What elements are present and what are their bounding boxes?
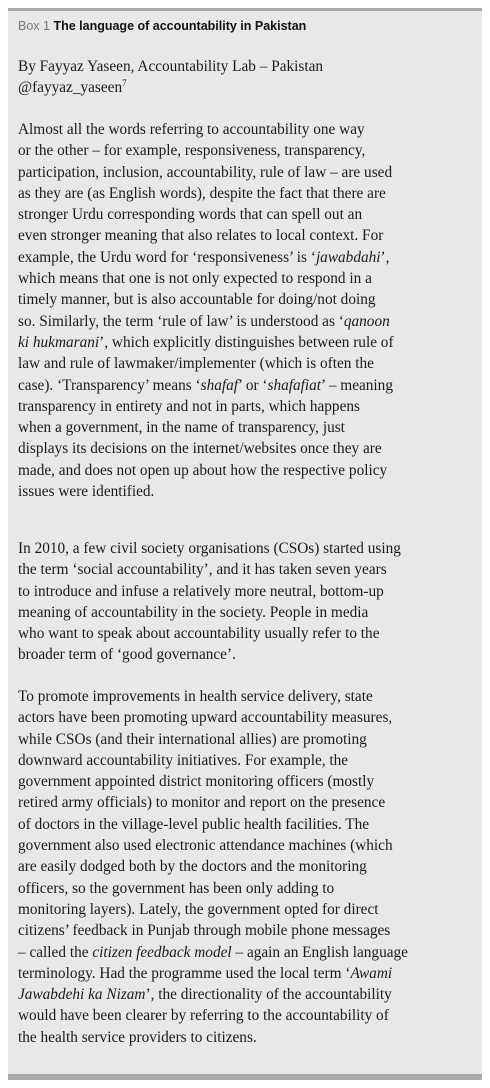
author-handle-line	[18, 77, 323, 98]
text-line: the term ‘social accountability’, and it has taken seven years	[18, 561, 387, 579]
italic-term: shafafiat	[267, 376, 322, 394]
text-line: ki hukmarani’, which explicitly distinguishes between rule of	[18, 333, 394, 351]
italic-term: Awami	[350, 964, 393, 982]
text-line: even stronger meaning that also relates to local context. For	[18, 227, 384, 245]
author-byline: By Fayyaz Yaseen, Accountability Lab – Pakistan	[18, 58, 324, 75]
author-block	[18, 56, 323, 99]
text-line: retired army officials) to monitor and report on the presence	[18, 794, 386, 812]
italic-term: shafaf	[200, 376, 239, 394]
text-line: government also used electronic attendance machines (which	[18, 837, 393, 855]
text-line: of doctors in the village-level public health facilities. The	[18, 815, 370, 833]
italic-term: ki hukmarani	[18, 333, 100, 351]
text-box	[8, 8, 482, 1080]
text-line: In 2010, a few civil society organisations (CSOs) started using	[18, 540, 401, 557]
text-line: Jawabdehi ka Nizam’, the directionality of the accountability	[18, 986, 392, 1004]
text-line: To promote improvements in health service delivery, state	[18, 688, 373, 705]
text-line: terminology. Had the programme used the local term ‘Awami	[18, 964, 393, 982]
text-line: displays its decisions on the internet/websites once they are	[18, 440, 382, 458]
paragraph-1	[18, 119, 394, 502]
text-line: while CSOs (and their international allies) are promoting	[18, 730, 367, 748]
footnote-marker: 7	[122, 78, 127, 89]
text-line: so. Similarly, the term ‘rule of law’ is understood as ‘qanoon	[18, 312, 390, 330]
text-line: transparency in entirety and not in parts, which happens	[18, 397, 360, 415]
text-line: which means that one is not only expected to respond in a	[18, 270, 372, 288]
paragraph-2	[18, 538, 401, 666]
text-line: made, and does not open up about how the respective policy	[18, 461, 388, 479]
text-line: officers, so the government has been only adding to	[18, 879, 335, 897]
text-line: government appointed district monitoring officers (mostly	[18, 773, 375, 791]
text-line: stronger Urdu corresponding words that can spell out an	[18, 206, 363, 224]
text-line: when a government, in the name of transparency, just	[18, 419, 345, 437]
author-handle: @fayyaz_yaseen	[18, 79, 123, 97]
text-line: or the other – for example, responsiveness, transparency,	[18, 142, 366, 160]
text-line: – called the citizen feedback model – again an English language	[18, 943, 408, 961]
text-line: to introduce and infuse a relatively more neutral, bottom-up	[18, 582, 384, 600]
text-line: as they are (as English words), despite the fact that there are	[18, 184, 386, 202]
text-line: meaning of accountability in the society. People in media	[18, 603, 369, 621]
box-header	[18, 18, 472, 34]
text-line: Almost all the words referring to accountability one way	[18, 121, 365, 138]
italic-term: jawabdahi	[315, 248, 381, 266]
box-title: The language of accountability in Pakistan	[53, 19, 307, 33]
text-line: who want to speak about accountability usually refer to the	[18, 625, 380, 643]
italic-term: citizen feedback model	[92, 943, 232, 961]
box-label: Box 1	[18, 19, 50, 33]
text-line: law and rule of lawmaker/implementer (which is often the	[18, 355, 374, 373]
text-line: issues were identified.	[18, 483, 155, 501]
text-line: participation, inclusion, accountability, rule of law – are used	[18, 163, 393, 181]
text-line: broader term of ‘good governance’.	[18, 646, 236, 664]
paragraph-3	[18, 686, 408, 1048]
italic-term: Jawabdehi ka Nizam	[18, 986, 146, 1004]
text-line: citizens’ feedback in Punjab through mobile phone messages	[18, 922, 391, 940]
text-line: actors have been promoting upward accountability measures,	[18, 709, 393, 727]
text-line: monitoring layers). Lately, the government opted for direct	[18, 900, 379, 918]
text-line: would have been clearer by referring to the accountability of	[18, 1007, 389, 1025]
text-line: are easily dodged both by the doctors and the monitoring	[18, 858, 367, 876]
text-line: example, the Urdu word for ‘responsiveness’ is ‘jawabdahi’,	[18, 248, 390, 266]
text-line: timely manner, but is also accountable for doing/not doing	[18, 291, 376, 309]
text-line: downward accountability initiatives. For example, the	[18, 751, 349, 769]
italic-term: qanoon	[343, 312, 390, 330]
text-line: the health service providers to citizens.	[18, 1028, 257, 1046]
text-line: case). ‘Transparency’ means ‘shafaf’ or ‘shafafiat’ – meaning	[18, 376, 393, 394]
